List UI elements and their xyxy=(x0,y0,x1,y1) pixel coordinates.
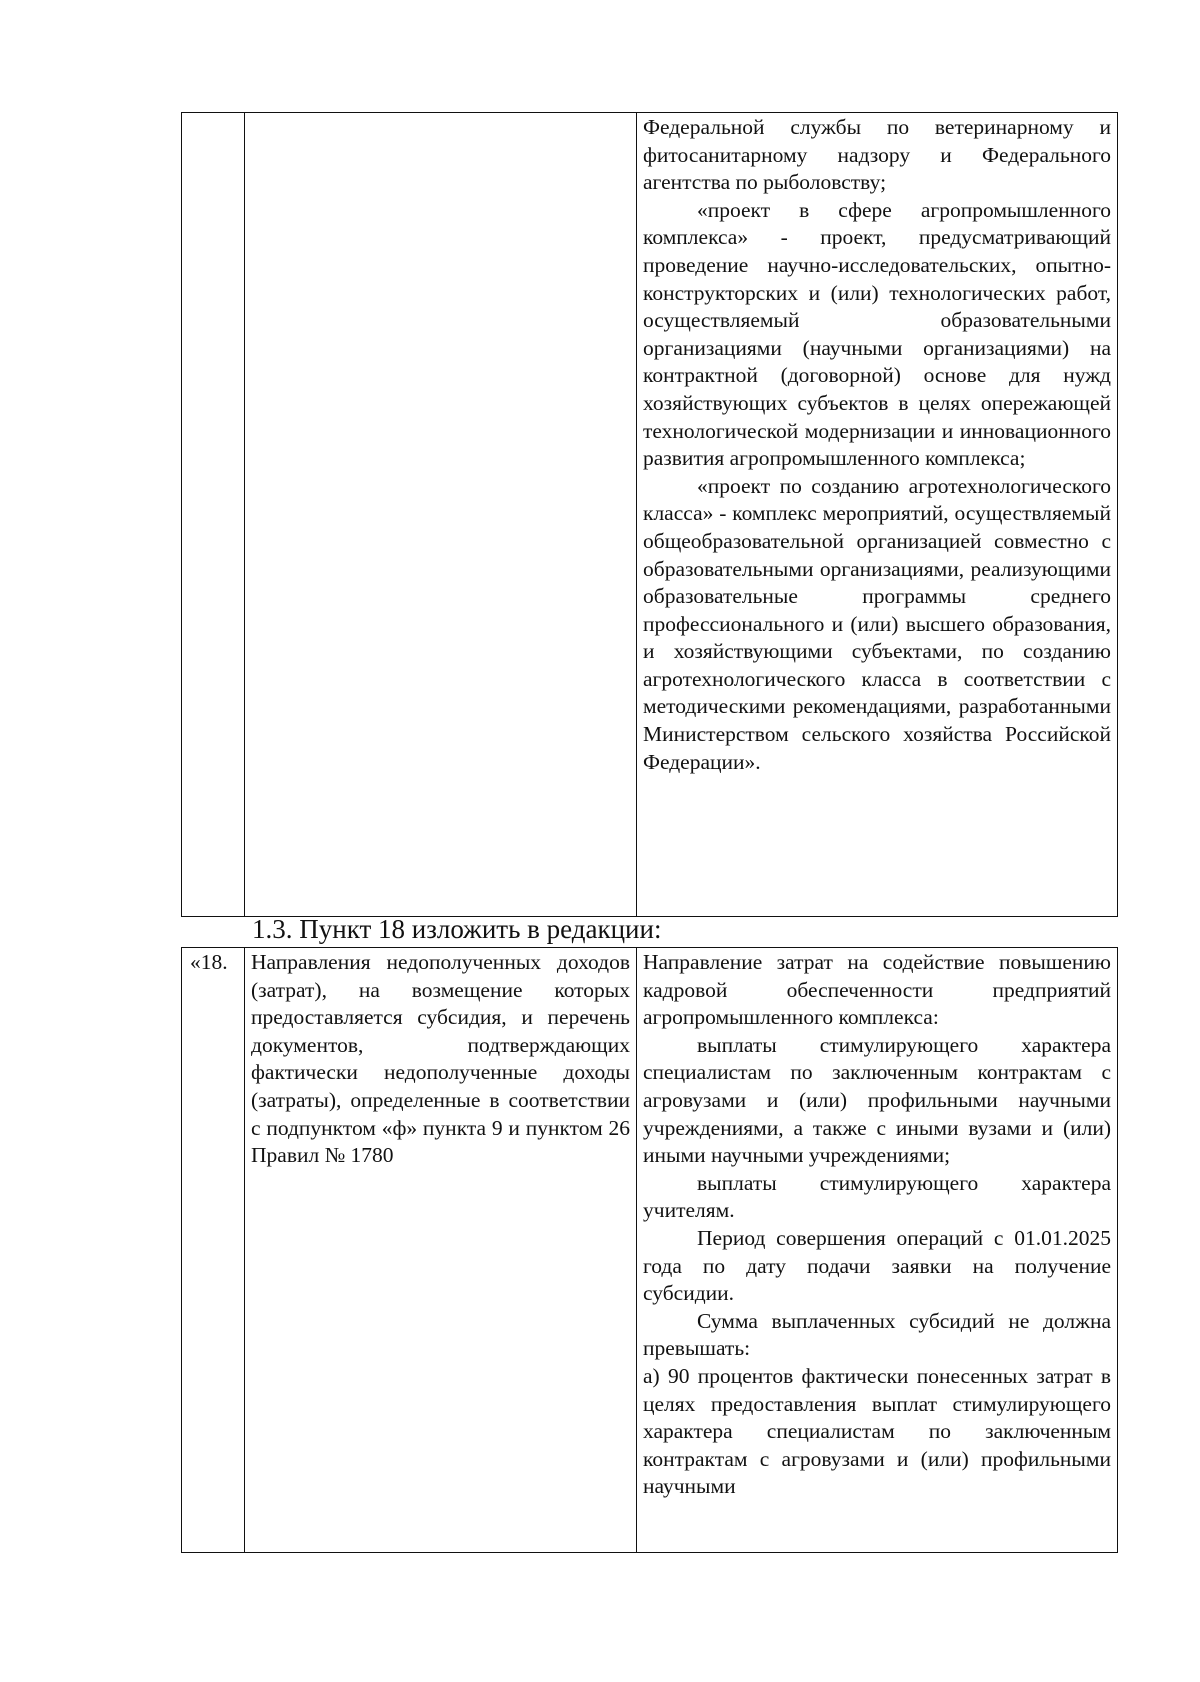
paragraph: «проект в сфере агропромышленного комплекса» - проект, предусматривающий проведение научно-исследовательских, опытно-конструкторских и (или) технологических работ, осуществляемый образовательными организациями (научными организациями) на контрактной (договорной) основе для нужд хозяйствующих субъектов в целях опережающей технологической модернизации и инновационного развития агропромышленного комплекса; xyxy=(643,197,1111,471)
paragraph: выплаты стимулирующего характера учителям. xyxy=(643,1170,1111,1223)
paragraph: Направление затрат на содействие повышению кадровой обеспеченности предприятий агропромышленного комплекса: xyxy=(643,950,1111,1030)
table-cell-topic xyxy=(245,113,637,917)
table-row xyxy=(182,948,1118,1553)
table-continuation xyxy=(181,112,1118,917)
paragraph: Направления недополученных доходов (затрат), на возмещение которых предоставляется субсидия, и перечень документов, подтверждающих фактически недополученные доходы (затраты), определенные в соответствии с подпунктом «ф» пункта 9 и пунктом 26 Правил № 1780 xyxy=(251,950,630,1168)
table-cell-topic xyxy=(245,948,637,1553)
paragraph: Федеральной службы по ветеринарному и фитосанитарному надзору и Федерального агентства по рыболовству; xyxy=(643,115,1111,195)
paragraph: а) 90 процентов фактически понесенных затрат в целях предоставления выплат стимулирующего характера специалистам по заключенным контрактам с агровузами и (или) профильными научными xyxy=(643,1363,1111,1499)
paragraph: Сумма выплаченных субсидий не должна превышать: xyxy=(643,1308,1111,1361)
table-cell-content xyxy=(637,113,1118,917)
table-cell-content xyxy=(637,948,1118,1553)
paragraph: выплаты стимулирующего характера специалистам по заключенным контрактам с агровузами и (или) профильными научными учреждениями, а также с иными вузами и (или) иными научными учреждениями; xyxy=(643,1032,1111,1168)
paragraph: «проект по созданию агротехнологического класса» - комплекс мероприятий, осуществляемый общеобразовательной организацией совместно с образовательными организациями, реализующими образовательные программы среднего профессионального и (или) высшего образования, и хозяйствующими субъектами, по созданию агротехнологического класса в соответствии с методическими рекомендациями, разработанными Министерством сельского хозяйства Российской Федерации». xyxy=(643,473,1111,774)
table-cell-number xyxy=(182,113,245,917)
table-row xyxy=(182,113,1118,917)
section-heading: 1.3. Пункт 18 изложить в редакции: xyxy=(252,914,662,944)
paragraph: Период совершения операций с 01.01.2025 года по дату подачи заявки на получение субсидии. xyxy=(643,1225,1111,1306)
table-item-18 xyxy=(181,947,1118,1553)
table-cell-number: «18. xyxy=(182,948,245,1553)
